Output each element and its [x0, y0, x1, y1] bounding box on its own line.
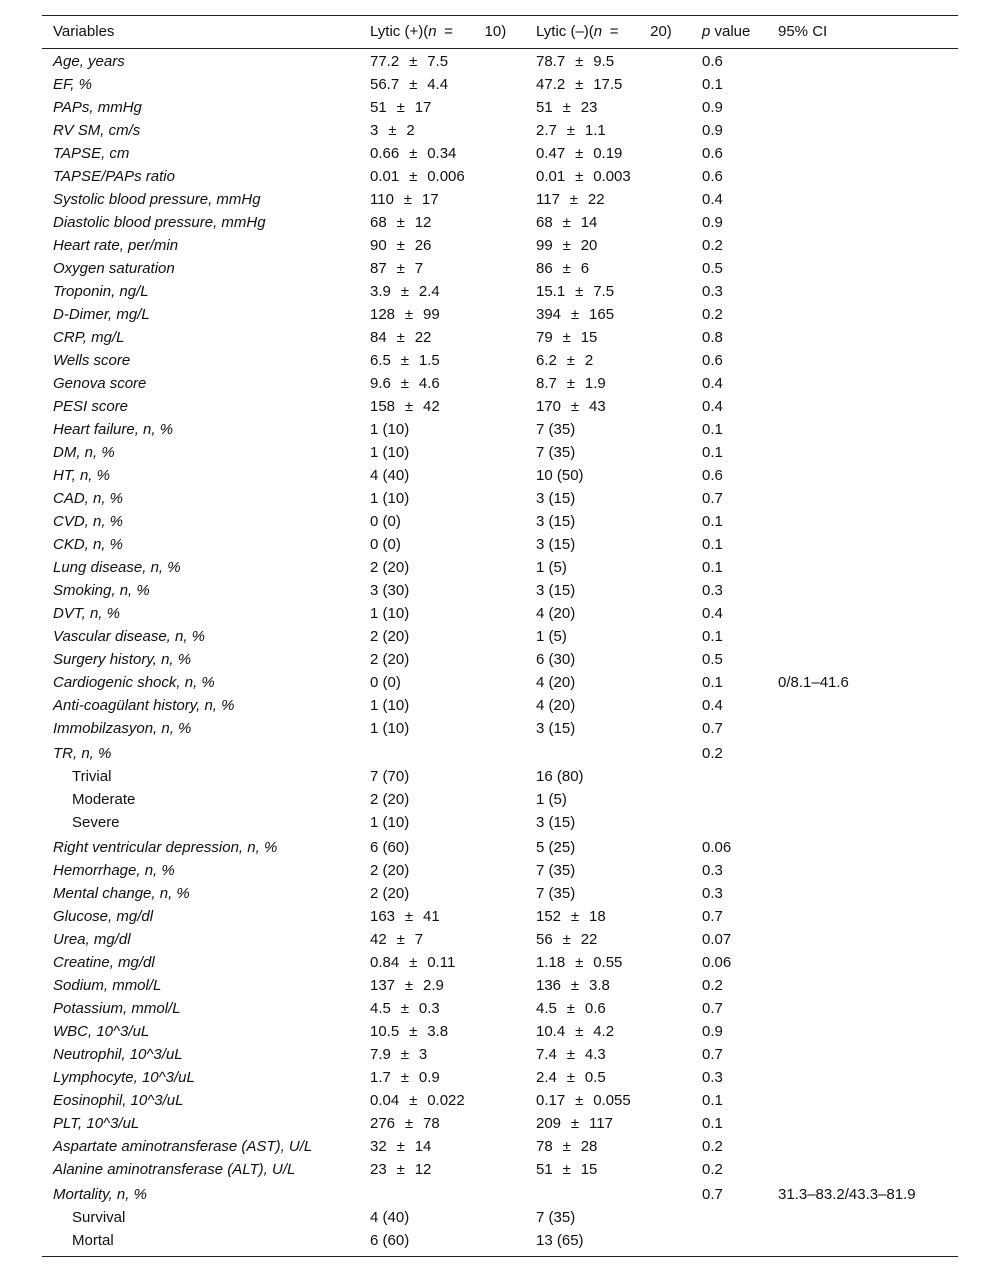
cell-variable: Survival	[72, 1209, 126, 1226]
cell-lytic-negative: 7 (35)	[536, 885, 576, 902]
cell-variable: Trivial	[72, 768, 112, 785]
header-variables: Variables	[53, 23, 115, 40]
cell-p-value: 0.4	[702, 191, 723, 208]
table-row	[42, 579, 958, 602]
cell-p-value: 0.1	[702, 559, 723, 576]
cell-p-value: 0.4	[702, 375, 723, 392]
cell-lytic-negative: 152 ± 18	[536, 908, 606, 925]
cell-lytic-negative: 78.7 ± 9.5	[536, 53, 615, 70]
cell-lytic-positive: 1 (10)	[370, 605, 410, 622]
cell-variable: Creatine, mg/dl	[53, 954, 155, 971]
table-row	[42, 533, 958, 556]
table-row	[42, 717, 958, 740]
cell-lytic-negative: 3 (15)	[536, 582, 576, 599]
table-row	[42, 951, 958, 974]
cell-variable: DVT, n, %	[53, 605, 120, 622]
cell-lytic-positive: 3 ± 2	[370, 122, 415, 139]
cell-lytic-negative: 99 ± 20	[536, 237, 598, 254]
table-row	[42, 73, 958, 96]
table-row	[42, 96, 958, 119]
cell-variable: Cardiogenic shock, n, %	[53, 674, 215, 691]
cell-lytic-negative: 13 (65)	[536, 1232, 584, 1249]
table-row	[42, 1089, 958, 1112]
cell-variable: Immobilzasyon, n, %	[53, 720, 192, 737]
table-row	[42, 1112, 958, 1135]
header-ci: 95% CI	[778, 23, 828, 40]
cell-lytic-positive: 90 ± 26	[370, 237, 432, 254]
table-row	[42, 788, 958, 811]
cell-lytic-positive: 0 (0)	[370, 513, 401, 530]
cell-p-value: 0.1	[702, 536, 723, 553]
cell-variable: CAD, n, %	[53, 490, 124, 507]
table-row	[42, 510, 958, 533]
cell-variable: Urea, mg/dl	[53, 931, 131, 948]
cell-variable: TAPSE/PAPs ratio	[53, 168, 175, 185]
table-row	[42, 303, 958, 326]
cell-lytic-negative: 3 (15)	[536, 536, 576, 553]
cell-lytic-positive: 32 ± 14	[370, 1138, 432, 1155]
cell-lytic-negative: 2.7 ± 1.1	[536, 122, 606, 139]
cell-lytic-negative: 117 ± 22	[536, 191, 605, 208]
cell-p-value: 0.7	[702, 1000, 723, 1017]
table-row	[42, 1158, 958, 1181]
cell-lytic-positive: 2 (20)	[370, 651, 410, 668]
cell-lytic-positive: 1 (10)	[370, 814, 410, 831]
cell-p-value: 0.7	[702, 908, 723, 925]
cell-lytic-positive: 0.01 ± 0.006	[370, 168, 465, 185]
cell-lytic-negative: 6 (30)	[536, 651, 576, 668]
cell-lytic-negative: 136 ± 3.8	[536, 977, 610, 994]
cell-ci: 31.3–83.2/43.3–81.9	[778, 1186, 916, 1203]
cell-lytic-negative: 170 ± 43	[536, 398, 606, 415]
cell-variable: Neutrophil, 10^3/uL	[53, 1046, 183, 1063]
cell-p-value: 0.3	[702, 1069, 723, 1086]
cell-variable: Lung disease, n, %	[53, 559, 181, 576]
cell-lytic-negative: 0.47 ± 0.19	[536, 145, 623, 162]
cell-lytic-positive: 51 ± 17	[370, 99, 432, 116]
table-row	[42, 487, 958, 510]
table-row	[42, 671, 958, 694]
cell-lytic-negative: 8.7 ± 1.9	[536, 375, 606, 392]
cell-lytic-positive: 87 ± 7	[370, 260, 424, 277]
cell-lytic-negative: 7 (35)	[536, 444, 576, 461]
cell-lytic-negative: 2.4 ± 0.5	[536, 1069, 606, 1086]
table-row	[42, 859, 958, 882]
cell-variable: Mortality, n, %	[53, 1186, 147, 1203]
cell-lytic-negative: 10 (50)	[536, 467, 584, 484]
cell-lytic-negative: 4 (20)	[536, 697, 576, 714]
cell-variable: Mortal	[72, 1232, 114, 1249]
cell-variable: Sodium, mmol/L	[53, 977, 162, 994]
cell-variable: Heart failure, n, %	[53, 421, 174, 438]
cell-lytic-negative: 6.2 ± 2	[536, 352, 594, 369]
table-row	[42, 836, 958, 859]
cell-variable: Age, years	[53, 53, 125, 70]
cell-lytic-positive: 1 (10)	[370, 490, 410, 507]
cell-variable: Hemorrhage, n, %	[53, 862, 175, 879]
cell-p-value: 0.3	[702, 283, 723, 300]
cell-p-value: 0.6	[702, 352, 723, 369]
cell-p-value: 0.6	[702, 53, 723, 70]
cell-p-value: 0.2	[702, 237, 723, 254]
table-row	[42, 694, 958, 717]
cell-lytic-positive: 4.5 ± 0.3	[370, 1000, 440, 1017]
cell-p-value: 0.3	[702, 582, 723, 599]
cell-p-value: 0.4	[702, 398, 723, 415]
cell-variable: Lymphocyte, 10^3/uL	[53, 1069, 195, 1086]
cell-lytic-negative: 394 ± 165	[536, 306, 615, 323]
table-row	[42, 1066, 958, 1089]
cell-lytic-negative: 4 (20)	[536, 605, 576, 622]
header-lytic-negative: Lytic (–)(n = 20)	[536, 23, 672, 40]
table-row	[42, 765, 958, 788]
table-row	[42, 556, 958, 579]
cell-p-value: 0.06	[702, 954, 732, 971]
table-header	[42, 16, 958, 48]
cell-p-value: 0.1	[702, 76, 723, 93]
cell-lytic-positive: 128 ± 99	[370, 306, 440, 323]
table-row	[42, 602, 958, 625]
cell-lytic-positive: 9.6 ± 4.6	[370, 375, 440, 392]
table-row	[42, 464, 958, 487]
cell-p-value: 0.9	[702, 122, 723, 139]
cell-variable: Smoking, n, %	[53, 582, 150, 599]
cell-lytic-positive: 0 (0)	[370, 536, 401, 553]
table-row	[42, 742, 958, 765]
cell-variable: Anti-coagülant history, n, %	[53, 697, 235, 714]
cell-variable: Glucose, mg/dl	[53, 908, 154, 925]
table-row	[42, 441, 958, 464]
table-row	[42, 165, 958, 188]
cell-lytic-negative: 7 (35)	[536, 421, 576, 438]
cell-lytic-positive: 2 (20)	[370, 862, 410, 879]
cell-lytic-positive: 1 (10)	[370, 720, 410, 737]
bottom-rule	[42, 1256, 958, 1257]
data-table	[42, 15, 958, 1257]
cell-p-value: 0.7	[702, 1046, 723, 1063]
cell-variable: Diastolic blood pressure, mmHg	[53, 214, 266, 231]
cell-lytic-negative: 78 ± 28	[536, 1138, 598, 1155]
cell-lytic-negative: 51 ± 15	[536, 1161, 598, 1178]
cell-lytic-positive: 158 ± 42	[370, 398, 440, 415]
cell-lytic-negative: 7 (35)	[536, 862, 576, 879]
cell-lytic-negative: 0.17 ± 0.055	[536, 1092, 631, 1109]
table-row	[42, 395, 958, 418]
cell-lytic-negative: 56 ± 22	[536, 931, 598, 948]
table-row	[42, 648, 958, 671]
table-row	[42, 1183, 958, 1206]
cell-p-value: 0.1	[702, 421, 723, 438]
cell-p-value: 0.3	[702, 885, 723, 902]
cell-lytic-positive: 4 (40)	[370, 1209, 410, 1226]
table-row	[42, 1043, 958, 1066]
cell-p-value: 0.2	[702, 1138, 723, 1155]
cell-lytic-positive: 10.5 ± 3.8	[370, 1023, 449, 1040]
table-row	[42, 211, 958, 234]
cell-p-value: 0.3	[702, 862, 723, 879]
cell-p-value: 0.8	[702, 329, 723, 346]
cell-p-value: 0.9	[702, 99, 723, 116]
cell-lytic-positive: 6 (60)	[370, 839, 410, 856]
cell-variable: Moderate	[72, 791, 136, 808]
cell-variable: TR, n, %	[53, 745, 112, 762]
cell-p-value: 0.5	[702, 260, 723, 277]
cell-lytic-negative: 51 ± 23	[536, 99, 598, 116]
cell-lytic-negative: 1.18 ± 0.55	[536, 954, 623, 971]
cell-p-value: 0.7	[702, 720, 723, 737]
cell-p-value: 0.9	[702, 214, 723, 231]
cell-variable: EF, %	[53, 76, 92, 93]
cell-lytic-positive: 3 (30)	[370, 582, 410, 599]
cell-p-value: 0.4	[702, 605, 723, 622]
cell-lytic-positive: 7.9 ± 3	[370, 1046, 428, 1063]
table-row	[42, 50, 958, 73]
cell-lytic-positive: 276 ± 78	[370, 1115, 440, 1132]
cell-variable: Right ventricular depression, n, %	[53, 839, 278, 856]
cell-p-value: 0.2	[702, 745, 723, 762]
cell-lytic-negative: 3 (15)	[536, 720, 576, 737]
table-row	[42, 257, 958, 280]
cell-lytic-negative: 209 ± 117	[536, 1115, 613, 1132]
cell-p-value: 0.5	[702, 651, 723, 668]
cell-variable: Oxygen saturation	[53, 260, 175, 277]
table-row	[42, 625, 958, 648]
cell-variable: PLT, 10^3/uL	[53, 1115, 140, 1132]
cell-lytic-positive: 42 ± 7	[370, 931, 424, 948]
cell-p-value: 0.7	[702, 490, 723, 507]
cell-lytic-positive: 3.9 ± 2.4	[370, 283, 440, 300]
cell-variable: Severe	[72, 814, 120, 831]
table-row	[42, 1206, 958, 1229]
cell-lytic-positive: 110 ± 17	[370, 191, 439, 208]
table-row	[42, 142, 958, 165]
cell-lytic-negative: 47.2 ± 17.5	[536, 76, 623, 93]
header-lytic-positive: Lytic (+)(n = 10)	[370, 23, 507, 40]
cell-variable: Wells score	[53, 352, 131, 369]
table-row	[42, 1135, 958, 1158]
cell-lytic-negative: 3 (15)	[536, 814, 576, 831]
table-row	[42, 372, 958, 395]
cell-p-value: 0.7	[702, 1186, 723, 1203]
cell-lytic-positive: 1 (10)	[370, 421, 410, 438]
cell-p-value: 0.1	[702, 513, 723, 530]
table-row	[42, 882, 958, 905]
cell-lytic-positive: 23 ± 12	[370, 1161, 432, 1178]
cell-lytic-negative: 68 ± 14	[536, 214, 598, 231]
cell-p-value: 0.1	[702, 1115, 723, 1132]
cell-p-value: 0.4	[702, 697, 723, 714]
cell-lytic-negative: 0.01 ± 0.003	[536, 168, 631, 185]
cell-lytic-positive: 4 (40)	[370, 467, 410, 484]
table-row	[42, 119, 958, 142]
table-row	[42, 811, 958, 834]
cell-variable: CVD, n, %	[53, 513, 124, 530]
table-row	[42, 997, 958, 1020]
cell-lytic-positive: 0 (0)	[370, 674, 401, 691]
cell-p-value: 0.6	[702, 467, 723, 484]
cell-lytic-positive: 163 ± 41	[370, 908, 440, 925]
table-row	[42, 974, 958, 997]
cell-p-value: 0.06	[702, 839, 732, 856]
cell-variable: RV SM, cm/s	[53, 122, 141, 139]
cell-variable: DM, n, %	[53, 444, 115, 461]
table-row	[42, 928, 958, 951]
cell-variable: PAPs, mmHg	[53, 99, 142, 116]
cell-lytic-positive: 1 (10)	[370, 697, 410, 714]
cell-variable: Systolic blood pressure, mmHg	[53, 191, 261, 208]
table-row	[42, 326, 958, 349]
cell-p-value: 0.2	[702, 306, 723, 323]
cell-lytic-positive: 56.7 ± 4.4	[370, 76, 449, 93]
cell-lytic-negative: 7 (35)	[536, 1209, 576, 1226]
cell-variable: Alanine aminotransferase (ALT), U/L	[53, 1161, 296, 1178]
cell-variable: D-Dimer, mg/L	[53, 306, 150, 323]
table-row	[42, 280, 958, 303]
cell-lytic-positive: 1 (10)	[370, 444, 410, 461]
cell-lytic-negative: 3 (15)	[536, 513, 576, 530]
cell-lytic-negative: 4.5 ± 0.6	[536, 1000, 606, 1017]
cell-lytic-positive: 7 (70)	[370, 768, 410, 785]
cell-p-value: 0.9	[702, 1023, 723, 1040]
table-row	[42, 234, 958, 257]
cell-lytic-positive: 1.7 ± 0.9	[370, 1069, 440, 1086]
cell-lytic-positive: 2 (20)	[370, 791, 410, 808]
cell-lytic-positive: 137 ± 2.9	[370, 977, 444, 994]
cell-lytic-negative: 1 (5)	[536, 559, 567, 576]
cell-lytic-positive: 68 ± 12	[370, 214, 432, 231]
cell-variable: Heart rate, per/min	[53, 237, 179, 254]
cell-variable: Aspartate aminotransferase (AST), U/L	[53, 1138, 313, 1155]
cell-p-value: 0.1	[702, 444, 723, 461]
cell-lytic-positive: 2 (20)	[370, 885, 410, 902]
cell-lytic-negative: 7.4 ± 4.3	[536, 1046, 606, 1063]
cell-variable: PESI score	[53, 398, 129, 415]
table-row	[42, 1229, 958, 1252]
cell-p-value: 0.6	[702, 168, 723, 185]
cell-lytic-negative: 4 (20)	[536, 674, 576, 691]
cell-lytic-negative: 5 (25)	[536, 839, 576, 856]
cell-lytic-negative: 16 (80)	[536, 768, 584, 785]
header-p-value: p value	[702, 23, 751, 40]
cell-lytic-positive: 0.66 ± 0.34	[370, 145, 457, 162]
cell-lytic-positive: 84 ± 22	[370, 329, 432, 346]
cell-lytic-negative: 79 ± 15	[536, 329, 598, 346]
cell-variable: Vascular disease, n, %	[53, 628, 206, 645]
cell-variable: Surgery history, n, %	[53, 651, 192, 668]
cell-ci: 0/8.1–41.6	[778, 674, 849, 691]
cell-lytic-positive: 0.84 ± 0.11	[370, 954, 456, 971]
cell-variable: HT, n, %	[53, 467, 110, 484]
table-row	[42, 1020, 958, 1043]
table-body	[42, 49, 958, 1252]
table-row	[42, 349, 958, 372]
cell-lytic-positive: 77.2 ± 7.5	[370, 53, 449, 70]
cell-lytic-positive: 2 (20)	[370, 628, 410, 645]
cell-lytic-negative: 15.1 ± 7.5	[536, 283, 615, 300]
cell-variable: TAPSE, cm	[53, 145, 130, 162]
table-row	[42, 418, 958, 441]
cell-p-value: 0.1	[702, 1092, 723, 1109]
cell-lytic-negative: 1 (5)	[536, 628, 567, 645]
cell-lytic-positive: 6.5 ± 1.5	[370, 352, 440, 369]
cell-variable: CKD, n, %	[53, 536, 124, 553]
table-row	[42, 188, 958, 211]
cell-lytic-negative: 3 (15)	[536, 490, 576, 507]
cell-p-value: 0.2	[702, 1161, 723, 1178]
cell-lytic-negative: 10.4 ± 4.2	[536, 1023, 615, 1040]
cell-variable: Eosinophil, 10^3/uL	[53, 1092, 184, 1109]
cell-variable: Troponin, ng/L	[53, 283, 149, 300]
cell-p-value: 0.2	[702, 977, 723, 994]
cell-p-value: 0.1	[702, 628, 723, 645]
cell-variable: Mental change, n, %	[53, 885, 190, 902]
table-row	[42, 905, 958, 928]
cell-lytic-negative: 86 ± 6	[536, 260, 590, 277]
cell-p-value: 0.1	[702, 674, 723, 691]
cell-lytic-positive: 0.04 ± 0.022	[370, 1092, 465, 1109]
cell-variable: CRP, mg/L	[53, 329, 125, 346]
cell-variable: WBC, 10^3/uL	[53, 1023, 150, 1040]
cell-lytic-positive: 6 (60)	[370, 1232, 410, 1249]
cell-variable: Genova score	[53, 375, 147, 392]
cell-lytic-negative: 1 (5)	[536, 791, 567, 808]
cell-variable: Potassium, mmol/L	[53, 1000, 181, 1017]
cell-p-value: 0.07	[702, 931, 732, 948]
cell-p-value: 0.6	[702, 145, 723, 162]
cell-lytic-positive: 2 (20)	[370, 559, 410, 576]
